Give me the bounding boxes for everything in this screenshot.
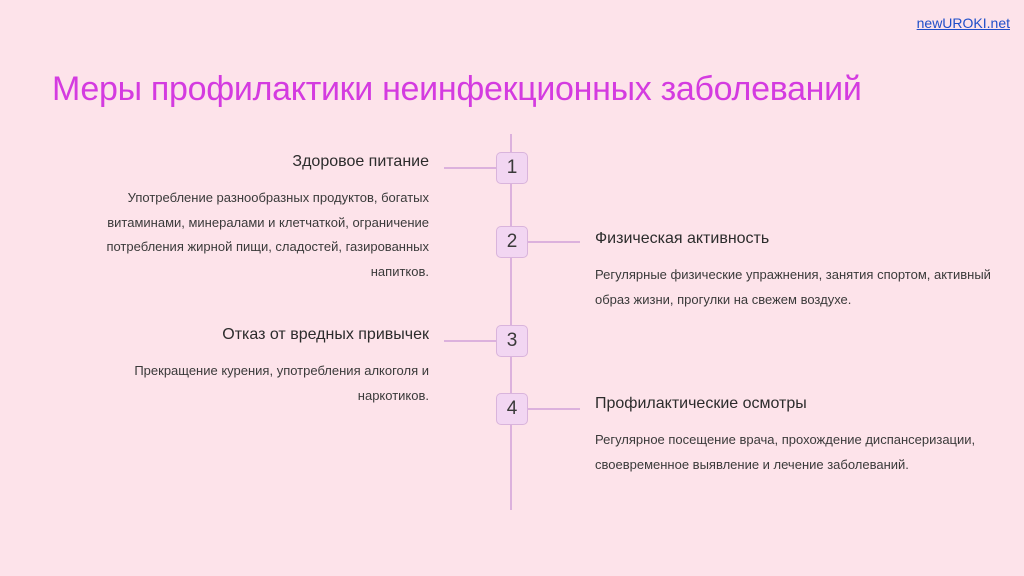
item-heading: Отказ от вредных привычек xyxy=(222,326,429,343)
item-text: Регулярное посещение врача, прохождение диспансеризации, своевременное выявление и лечение заболеваний. xyxy=(595,432,976,472)
timeline-item-3 xyxy=(49,325,429,408)
connector-3 xyxy=(444,340,496,342)
site-watermark: newUROKI.net xyxy=(916,15,1010,31)
step-badge-2: 2 xyxy=(496,226,528,258)
item-heading: Профилактические осмотры xyxy=(595,395,807,412)
step-badge-3: 3 xyxy=(496,325,528,357)
item-heading: Физическая активность xyxy=(595,230,770,247)
slide-title: Меры профилактики неинфекционных заболеваний xyxy=(52,70,862,108)
timeline-item-2 xyxy=(595,229,995,312)
item-heading: Здоровое питание xyxy=(292,153,429,170)
step-badge-1: 1 xyxy=(496,152,528,184)
connector-1 xyxy=(444,167,496,169)
timeline-item-4 xyxy=(595,394,995,477)
connector-4 xyxy=(528,408,580,410)
timeline-line xyxy=(510,134,512,510)
item-text: Регулярные физические упражнения, занятия спортом, активный образ жизни, прогулки на свежем воздухе. xyxy=(595,267,991,307)
timeline-item-1 xyxy=(49,152,429,284)
item-text: Прекращение курения, употребления алкоголя и наркотиков. xyxy=(134,363,429,403)
item-text: Употребление разнообразных продуктов, богатых витаминами, минералами и клетчаткой, ограничение потребления жирной пищи, сладостей, газированных напитков. xyxy=(106,190,429,279)
step-badge-4: 4 xyxy=(496,393,528,425)
connector-2 xyxy=(528,241,580,243)
